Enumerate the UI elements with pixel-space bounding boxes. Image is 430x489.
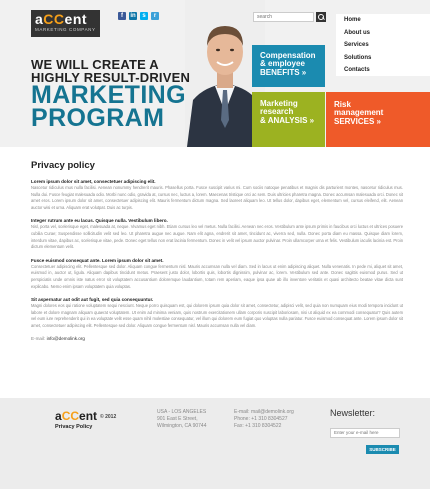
section-body: Consectetuer adipiscing elit. Pellentesque sed dolor. Aliquam congue fermentum nisl. Mauris accumsan nulla vel diam. Sed in lacus ut enim adipiscing aliquet. Nulla venenatis. In pede mi, aliquet sit amet, euismod in, auctor ut, ligula. Aliquam dapibus tincidunt metus. Praesent justo dolor, lobortis quis, lobortis dignissim, pulvinar ac, lorem. Vestibulum sed ante. Donec sagittis euismod purus. Sed ut perspiciatis unde omnis iste natus error sit voluptatem accusantium doloremque laudantium, totam rem aperiam, eaque ipsa quae ab illo inventore veritatis et quasi architecto beatae vitae dicta sunt explicabo. Nemo enim ipsam voluptatem quia voluptas.	[31, 263, 403, 289]
logo-tagline: MARKETING COMPANY	[35, 27, 96, 32]
policy-section	[31, 296, 403, 329]
headline-line-1: WE WILL CREATE A	[31, 57, 159, 72]
social-links	[118, 12, 159, 20]
hero-banner	[0, 0, 430, 147]
nav-about-us[interactable]: About us	[344, 29, 370, 36]
facebook-icon[interactable]: f	[118, 12, 126, 20]
footer-contact: E-mail: mail@demolink.org Phone: +1 310 8304527 Fax: +1 310 8304522	[234, 409, 294, 429]
hero-headline	[31, 58, 190, 130]
newsletter-form	[330, 408, 410, 454]
search-input[interactable]	[253, 12, 314, 22]
policy-section	[31, 257, 403, 290]
nav-contacts[interactable]: Contacts	[344, 67, 370, 73]
section-heading: Fusce euismod consequat ante. Lorem ipsum dolor sit amet.	[31, 257, 164, 263]
policy-section	[31, 178, 403, 211]
search-icon[interactable]	[316, 12, 326, 22]
footer-address: USA - LOS ANGELES 901 East E Street, Wilmington, CA 90744	[157, 409, 207, 429]
headline-line-2: HIGHLY RESULT-DRIVEN	[31, 70, 191, 85]
section-heading: Lorem ipsum dolor sit amet, consectetuer adipiscing elit.	[31, 179, 156, 184]
section-heading: Sit aspernatur aut odit aut fugit, sed quia consequuntur.	[31, 297, 154, 303]
main-nav	[336, 14, 430, 76]
skype-icon[interactable]: s	[140, 12, 148, 20]
privacy-policy-link[interactable]: Privacy Policy	[55, 424, 93, 430]
headline-big-2: PROGRAM	[31, 104, 165, 132]
newsletter-email-input[interactable]	[330, 428, 400, 438]
section-body: Magni dolores eos qui ratione voluptatem sequi nesciunt. Neque porro quisquam est, qui dolorem ipsum quia dolor sit amet, consectetur, adipisci velit, sed quia non numquam eius modi tempora incidunt ut labore et dolore magnam aliquam quaerat voluptatem. Ut enim ad minima veniam, quis nostrum exercitationem ullam corporis suscipit laboriosam, nisi ut aliquid ex ea commodi consequatur? Quis autem vel eum iure reprehenderit qui in ea voluptate velit esse quam nihil molestiae consequatur, vel illum qui dolorem eum fugiat quo voluptas nulla pariatur. Fusce euismod consequat ante. Lorem ipsum dolor sit amet, consectetuer adipiscing elit. Pellentesque sed dolor. Aliquam congue fermentum nisl. Mauris accumsan nulla vel diam.	[31, 303, 403, 328]
box-risk-management[interactable]: Risk management SERVICES »	[326, 92, 430, 147]
footer-logo[interactable]: aCCent © 2012	[55, 409, 117, 423]
section-body: Nisl, porta vel, scelerisque eget, malesuada at, neque. Vivamus eget nibh. Etiam cursus leo vel metus. Nulla facilisi. Aenean nec eros. Vestibulum ante ipsum primis in faucibus orci luctus et ultrices posuere cubilia Curae; Suspendisse sollicitudin velit sed leo. Ut pharetra augue nec augue. Nam elit agna, endrerit sit amet, tincidunt ac, viverra sed, nulla. Donec porta diam eu massa. Quisque diam lorem, interdum vitae, dapibus ac, scelerisque vitae, pede. Donec eget tellus non erat lacinia fermentum. Donec in velit vel ipsum auctor pulvinar. Proin ullamcorper urna et felis. Vestibulum iaculis lacinia est. Proin dictum elementum velit.	[31, 224, 403, 250]
linkedin-icon[interactable]: in	[130, 13, 136, 19]
nav-solutions[interactable]: Solutions	[344, 54, 372, 61]
subscribe-button[interactable]: SUBSCRIBE	[366, 445, 399, 454]
page-title: Privacy policy	[31, 160, 95, 171]
contact-email: E-mail: info@demolink.org	[31, 335, 85, 341]
newsletter-title: Newsletter:	[330, 408, 376, 418]
nav-home[interactable]: Home	[344, 17, 361, 23]
section-body: Nascetur ridiculus mus nulla facilisi. Aenean nonummy hendrerit mauris. Phasellus porta. Fusce suscipit varius mi. Cum sociis natoque penatibus et magnis dis parturient montes, nascetur ridiculus mus. Nulla dui. Fusce feugiat malesuada odio. Morbi nunc odio, gravida at, cursus nec, luctus a, lorem. Maecenas tristique orci ac sem. Duis ultricies pharetra magna. Donec accumsan malesuada orci. Donec sit amet eros. Lorem ipsum dolor sit amet, consectetuer adipiscing elit. Mauris fermentum dictum magna. Sed laoreet aliquam leo. Ut tellus dolor, dapibus eget, elementum vel, cursus eleifend, elit. Aenean auctor wisi et urna. Aliquam erat volutpat. Duis ac turpis.	[31, 185, 403, 210]
box-compensation-benefits[interactable]: Compensation & employee BENEFITS »	[252, 45, 325, 87]
headline-big-1: MARKETING	[31, 81, 186, 109]
policy-section	[31, 217, 403, 250]
rss-icon[interactable]: r	[151, 12, 159, 20]
section-heading: Integer rutrum ante eu lacus. Quisque nulla. Vestibulum libero.	[31, 218, 168, 224]
email-link[interactable]: info@demolink.org	[46, 335, 85, 341]
main-content	[31, 160, 403, 341]
site-logo[interactable]: aCCent MARKETING COMPANY	[31, 10, 100, 37]
site-footer	[0, 398, 430, 489]
box-marketing-research[interactable]: Marketing research & ANALYSIS »	[252, 92, 325, 147]
nav-services[interactable]: Services	[344, 42, 369, 48]
copyright-year: © 2012	[100, 413, 117, 420]
